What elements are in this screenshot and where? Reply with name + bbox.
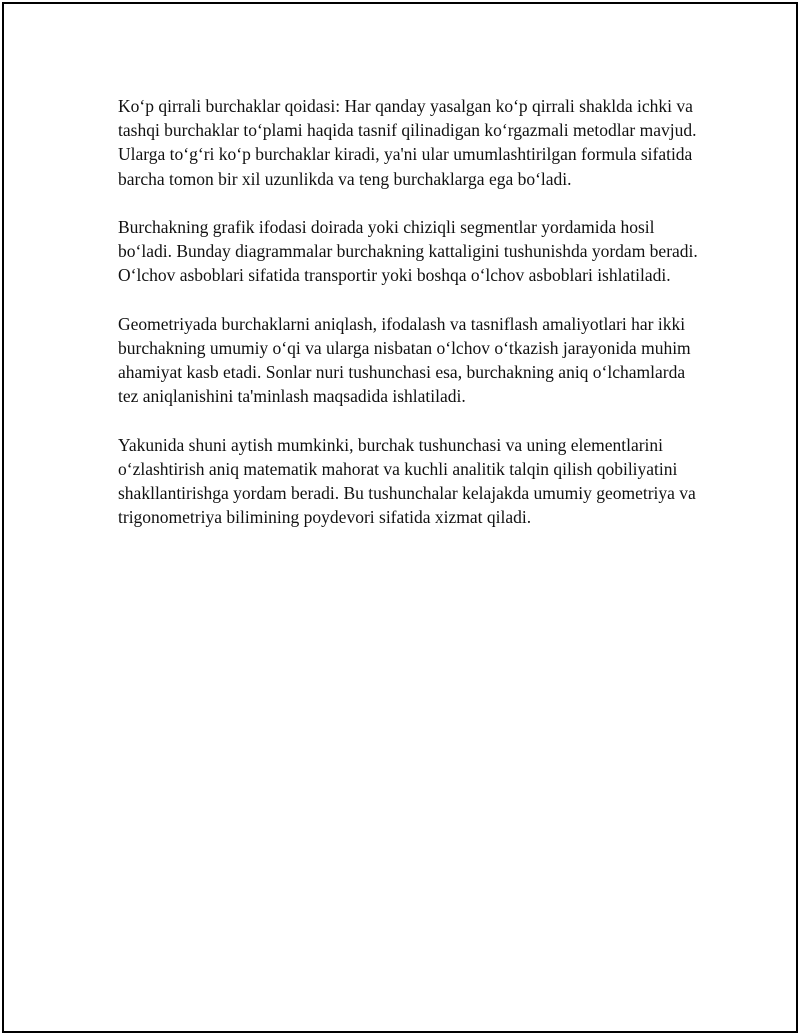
document-body [118, 94, 698, 554]
paragraph-conclusion: Yakunida shuni aytish mumkinki, burchak tushunchasi va uning elementlarini o‘zlashtirish aniq matematik mahorat va kuchli analitik talqin qilish qobiliyatini shakllantirishga yordam beradi. Bu tushunchalar kelajakda umumiy geometriya va trigonometriya bilimining poydevori sifatida xizmat qiladi. [118, 434, 696, 528]
paragraph-polygon-angles: Ko‘p qirrali burchaklar qoidasi: Har qanday yasalgan ko‘p qirrali shaklda ichki va tashqi burchaklar to‘plami haqida tasnif qilinadigan ko‘rgazmali metodlar mavjud. Ularga to‘g‘ri ko‘p burchaklar kiradi, ya'ni ular umumlashtirilgan formula sifatida barcha tomon bir xil uzunlikda va teng burchaklarga ega bo‘ladi. [118, 96, 697, 189]
paragraph-geometry-classification: Geometriyada burchaklarni aniqlash, ifodalash va tasniflash amaliyotlari har ikki burchakning umumiy o‘qi va ularga nisbatan o‘lchov o‘tkazish jarayonida muhim ahamiyat kasb etadi. Sonlar nuri tushunchasi esa, burchakning aniq o‘lchamlarda tez aniqlanishini ta'minlash maqsadida ishlatiladi. [118, 313, 691, 407]
paragraph-graphic-representation: Burchakning grafik ifodasi doirada yoki chiziqli segmentlar yordamida hosil bo‘ladi. Bunday diagrammalar burchakning kattaligini tushunishda yordam beradi. O‘lchov asboblari sifatida transportir yoki boshqa o‘lchov asboblari ishlatiladi. [118, 217, 698, 286]
